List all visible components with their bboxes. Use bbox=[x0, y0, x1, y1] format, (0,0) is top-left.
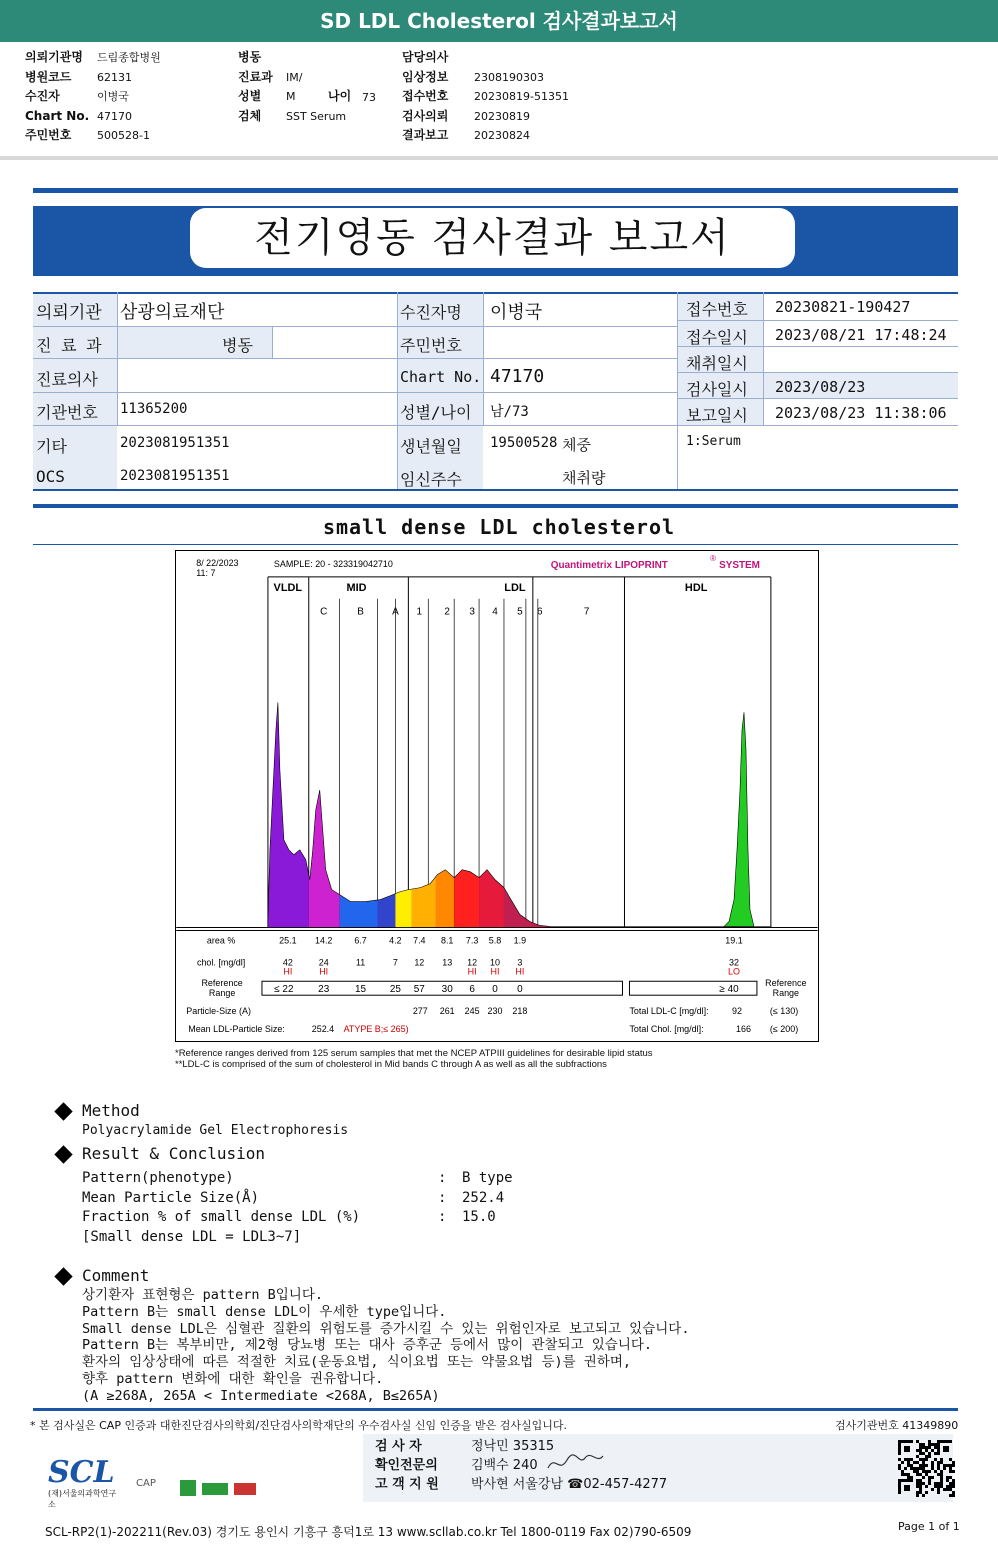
chart-ref-value: 0 bbox=[517, 984, 523, 996]
birth-label: 생년월일 bbox=[400, 437, 462, 456]
etc-value: 2023081951351 bbox=[120, 435, 230, 451]
header-key: 병동 bbox=[238, 50, 262, 64]
signature-name: 정낙민 35315 bbox=[471, 1439, 555, 1454]
coll-label: 채취일시 bbox=[686, 354, 748, 373]
chart-flag: HI bbox=[490, 966, 500, 977]
chart-psize-value: 230 bbox=[487, 1006, 503, 1017]
chart-flag: LO bbox=[728, 966, 741, 977]
chart-chol-value: 12 bbox=[414, 957, 425, 968]
signature-role: 고 객 지 원 bbox=[375, 1477, 439, 1492]
header-value: 2308190303 bbox=[474, 70, 544, 84]
logo-subtitle: (재)서울의과학연구소 bbox=[48, 1489, 117, 1509]
result-key: Pattern(phenotype) bbox=[82, 1170, 234, 1186]
result-value: 252.4 bbox=[462, 1189, 505, 1206]
header-value: 47170 bbox=[97, 109, 132, 123]
reference-note-1: *Reference ranges derived from 125 serum samples that met the NCEP ATPIII guidelines for desirable lipid status bbox=[175, 1048, 653, 1059]
chart-group-label: MID bbox=[346, 581, 367, 594]
certification-note: * 본 검사실은 CAP 인증과 대한진단검사의학회/진단검사의학재단의 우수검사실 신임 인증을 받은 검사실입니다. bbox=[30, 1419, 568, 1432]
chart-band-label: 6 bbox=[537, 606, 543, 618]
chart-band-area bbox=[268, 702, 771, 927]
chart-group-label: HDL bbox=[684, 581, 708, 594]
chart-group-label: LDL bbox=[504, 581, 526, 594]
chart-date: 8/ 22/2023 bbox=[196, 557, 239, 568]
chart-ref-value: 0 bbox=[492, 984, 498, 996]
institution-number: 검사기관번호 41349890 bbox=[835, 1419, 959, 1432]
header-row bbox=[402, 126, 569, 146]
chart-brand-tail: SYSTEM bbox=[719, 559, 760, 571]
chart-tldl-ref: (≤ 130) bbox=[769, 1006, 799, 1017]
logo-text: SCL bbox=[48, 1455, 115, 1490]
specimen-value: 1:Serum bbox=[686, 434, 741, 449]
header-value: M bbox=[286, 90, 296, 103]
chart-band-label: A bbox=[392, 606, 399, 618]
chart-band-area bbox=[268, 702, 771, 927]
result-row bbox=[82, 1169, 513, 1189]
header-value: IM/ bbox=[286, 70, 303, 84]
diamond-bullet-icon bbox=[54, 1145, 72, 1163]
chart-chol-value: 42 bbox=[282, 957, 293, 968]
chart-flag: HI bbox=[319, 966, 329, 977]
qr-code-icon bbox=[898, 1440, 956, 1498]
chart-mean-type: ATYPE B;≤ 265) bbox=[343, 1024, 409, 1035]
header-key: 병원코드 bbox=[25, 69, 72, 84]
chart-band-label: 2 bbox=[444, 606, 450, 618]
signature-name: 박사현 서울강남 ☎02-457-4277 bbox=[471, 1477, 668, 1492]
page-number: Page 1 of 1 bbox=[898, 1520, 960, 1533]
chart-no-value: 47170 bbox=[490, 366, 545, 387]
signature-row bbox=[375, 1456, 667, 1475]
method-heading: Method bbox=[82, 1101, 140, 1120]
test-label: 검사일시 bbox=[686, 380, 748, 399]
age-label: 나이 bbox=[328, 89, 352, 103]
result-value: B type bbox=[462, 1170, 513, 1186]
signature-row bbox=[375, 1475, 667, 1494]
chart-chol-value: 11 bbox=[355, 957, 366, 968]
chart-tchol-value: 166 bbox=[736, 1024, 751, 1035]
result-row bbox=[82, 1189, 513, 1209]
header-key: 검체 bbox=[238, 108, 262, 123]
chart-ref-label: Range bbox=[208, 988, 236, 999]
header-key: 의뢰기관명 bbox=[25, 50, 83, 64]
chart-sample: SAMPLE: 20 - 323319042710 bbox=[273, 558, 393, 569]
rep-value: 2023/08/23 11:38:06 bbox=[775, 404, 947, 422]
rrn-label: 주민번호 bbox=[400, 336, 462, 355]
cert-logos bbox=[180, 1480, 256, 1496]
chart-band-area bbox=[268, 702, 771, 927]
chart-group-label: VLDL bbox=[273, 581, 303, 594]
vol-label: 채취량 bbox=[562, 469, 606, 487]
section-title: small dense LDL cholesterol bbox=[322, 515, 676, 539]
header-row bbox=[25, 87, 161, 107]
ocs-label: OCS bbox=[36, 467, 65, 486]
recv-no-label: 접수번호 bbox=[686, 300, 748, 319]
comment-line: 상기환자 표현형은 pattern B입니다. bbox=[82, 1287, 323, 1303]
diamond-bullet-icon bbox=[54, 1102, 72, 1120]
chart-brand: Quantimetrix LIPOPRINT bbox=[550, 559, 668, 571]
chart-chol-value: 10 bbox=[490, 957, 500, 968]
chart-band-label: 1 bbox=[416, 606, 423, 618]
chart-ref-value: 23 bbox=[318, 984, 330, 996]
header-row bbox=[402, 87, 569, 107]
test-value: 2023/08/23 bbox=[775, 378, 866, 396]
chart-ref-label-right: Range bbox=[772, 988, 800, 999]
chart-band-label: 3 bbox=[469, 606, 475, 618]
chart-ref-value: 6 bbox=[469, 984, 475, 996]
header-row bbox=[25, 126, 161, 146]
recv-dt-value: 2023/08/21 17:48:24 bbox=[775, 326, 947, 344]
chart-tldl-label: Total LDL-C [mg/dl]: bbox=[629, 1006, 709, 1017]
chart-area-value: 19.1 bbox=[725, 935, 743, 946]
method-section bbox=[57, 1101, 348, 1138]
recv-no-value: 20230821-190427 bbox=[775, 298, 911, 316]
comment-line: (A ≥268A, 265A < Intermediate <268A, B≤265A) bbox=[82, 1387, 440, 1404]
result-key: Mean Particle Size(Å) bbox=[82, 1189, 260, 1206]
section-rule-bottom bbox=[33, 544, 958, 545]
header-row bbox=[402, 68, 569, 88]
inst-value: 삼광의료재단 bbox=[120, 302, 225, 323]
header-row bbox=[402, 107, 569, 127]
chart-brand-mark: ® bbox=[710, 553, 717, 563]
chart-chol-value: 13 bbox=[442, 957, 453, 968]
result-heading: Result & Conclusion bbox=[82, 1144, 266, 1163]
reference-note-2: **LDL-C is comprised of the sum of cholesterol in Mid bands C through A as well as all the subfractions bbox=[175, 1059, 607, 1070]
comment-line: 향후 pattern 변화에 대한 확인을 권유합니다. bbox=[82, 1370, 384, 1387]
chart-area-value: 7.4 bbox=[413, 935, 426, 946]
header-value: 20230824 bbox=[474, 129, 530, 142]
logo bbox=[48, 1455, 118, 1510]
header-col-3 bbox=[402, 48, 569, 146]
chart-area-value: 5.8 bbox=[488, 935, 502, 946]
comment-heading: Comment bbox=[82, 1266, 150, 1285]
chart-tldl-value: 92 bbox=[732, 1006, 743, 1017]
signature-icon bbox=[545, 1452, 605, 1474]
chart-band-label: 7 bbox=[583, 606, 590, 618]
result-colon: : bbox=[438, 1189, 447, 1206]
chart-mean-label: Mean LDL-Particle Size: bbox=[188, 1024, 285, 1035]
diamond-bullet-icon bbox=[54, 1267, 72, 1285]
chart-ref-value: 30 bbox=[441, 984, 453, 996]
chart-chol-value: 3 bbox=[517, 957, 523, 968]
chart-band-area bbox=[268, 702, 771, 927]
header-key: Chart No. bbox=[25, 108, 90, 123]
section-rule-top bbox=[33, 504, 958, 508]
report-header-title: SD LDL Cholesterol 검사결과보고서 bbox=[0, 0, 998, 42]
chart-chol-value: 12 bbox=[467, 957, 478, 968]
chart-area-value: 14.2 bbox=[314, 935, 333, 946]
chart-tchol-ref: (≤ 200) bbox=[769, 1024, 799, 1035]
chart-band-area bbox=[268, 702, 771, 927]
header-key: 검사의뢰 bbox=[402, 108, 449, 123]
chart-psize-value: 277 bbox=[412, 1006, 428, 1017]
report-title: 전기영동 검사결과 보고서 bbox=[190, 208, 795, 268]
chart-area-value: 6.7 bbox=[354, 935, 367, 946]
cert-icon-3 bbox=[234, 1483, 256, 1495]
cap-badge: CAP bbox=[136, 1478, 156, 1489]
chart-ref-label-right: Reference bbox=[765, 978, 807, 989]
chart-band-area bbox=[268, 702, 771, 927]
result-section bbox=[57, 1144, 513, 1247]
chart-band-area bbox=[268, 702, 771, 927]
inst-label: 의뢰기관 bbox=[36, 303, 102, 323]
result-colon: : bbox=[438, 1209, 447, 1225]
chart-area-value: 4.2 bbox=[389, 935, 402, 946]
header-key: 수진자 bbox=[25, 89, 60, 103]
chart-no-label: Chart No. bbox=[400, 368, 482, 386]
header-value: 500528-1 bbox=[97, 129, 150, 142]
header-key: 임상정보 bbox=[402, 69, 449, 84]
chart-chol-value: 7 bbox=[392, 957, 398, 968]
header-row bbox=[25, 68, 161, 88]
signature-row bbox=[375, 1437, 667, 1456]
header-value: 20230819-51351 bbox=[474, 90, 569, 103]
top-rule bbox=[33, 188, 958, 193]
chart-ref-value: 15 bbox=[355, 984, 367, 996]
cert-icon-2 bbox=[202, 1483, 228, 1495]
signature-rows bbox=[375, 1437, 667, 1494]
header-value: 20230819 bbox=[474, 109, 530, 123]
cert-icon-1 bbox=[180, 1480, 196, 1496]
chart-ref-hdl: ≥ 40 bbox=[719, 984, 739, 996]
signature-name: 김백수 240 bbox=[471, 1458, 538, 1473]
result-colon: : bbox=[438, 1170, 447, 1186]
chart-area-value: 25.1 bbox=[279, 935, 297, 946]
chart-chol-value: 32 bbox=[729, 957, 740, 968]
header-row bbox=[238, 48, 346, 68]
ocs-value: 2023081951351 bbox=[120, 468, 230, 484]
chart-band-area bbox=[268, 702, 771, 927]
chart-area-value: 1.9 bbox=[513, 935, 527, 946]
chart-flag: HI bbox=[515, 966, 525, 977]
header-info-box bbox=[0, 42, 998, 160]
chart-psize-label: Particle-Size (A) bbox=[186, 1006, 251, 1017]
header-value: SST Serum bbox=[286, 109, 347, 123]
etc-label: 기타 bbox=[36, 437, 67, 456]
chart-mean-value: 252.4 bbox=[311, 1024, 335, 1035]
chart-flag: HI bbox=[467, 966, 477, 977]
patient-label: 수진자명 bbox=[400, 303, 462, 322]
header-value: 드림종합병원 bbox=[97, 51, 161, 64]
recv-dt-label: 접수일시 bbox=[686, 328, 748, 347]
code-value: 11365200 bbox=[120, 401, 188, 417]
signature-role: 검 사 자 bbox=[375, 1439, 422, 1454]
chart-psize-value: 218 bbox=[512, 1006, 528, 1017]
footer-rule bbox=[33, 1408, 958, 1411]
signature-role: 확인전문의 bbox=[375, 1458, 438, 1473]
chart-ref-value: 57 bbox=[413, 984, 425, 996]
chart-band-area bbox=[268, 702, 771, 927]
result-row bbox=[82, 1208, 513, 1228]
header-key: 진료과 bbox=[238, 69, 273, 84]
chart-hdl-peak bbox=[724, 712, 754, 926]
header-key: 담당의사 bbox=[402, 50, 449, 64]
age-value: 73 bbox=[362, 91, 376, 104]
code-label: 기관번호 bbox=[36, 403, 98, 422]
header-row bbox=[25, 107, 161, 127]
header-row bbox=[238, 68, 346, 88]
header-key: 결과보고 bbox=[402, 128, 449, 142]
header-value: 이병국 bbox=[97, 90, 129, 103]
comment-line: Small dense LDL은 심혈관 질환의 위험도를 증가시킬 수 있는 위험인자로 보고되고 있습니다. bbox=[82, 1320, 690, 1337]
chart-chol-label: chol. [mg/dl] bbox=[196, 957, 246, 968]
result-key: Fraction % of small dense LDL (%) bbox=[82, 1209, 361, 1225]
header-row bbox=[402, 48, 569, 68]
header-col-1 bbox=[25, 48, 161, 146]
doctor-label: 진료의사 bbox=[36, 370, 98, 389]
chart-ref-label: Reference bbox=[201, 978, 243, 989]
header-key: 성별 bbox=[238, 89, 262, 103]
rep-label: 보고일시 bbox=[686, 406, 748, 425]
comment-section bbox=[57, 1266, 689, 1405]
comment-line: Pattern B는 small dense LDL이 우세한 type입니다. bbox=[82, 1303, 447, 1320]
chart-ref-value: ≤ 22 bbox=[274, 984, 294, 996]
chart-band-label: 4 bbox=[492, 606, 498, 618]
chart-profile-line bbox=[268, 702, 771, 927]
birth-value: 19500528 bbox=[490, 435, 558, 451]
chart-ref-value: 25 bbox=[389, 984, 401, 996]
header-value: 62131 bbox=[97, 70, 132, 84]
header-row bbox=[238, 107, 346, 127]
chart-time: 11: 7 bbox=[196, 567, 216, 578]
header-row bbox=[25, 48, 161, 68]
chart-band-label: C bbox=[320, 606, 328, 618]
sexage-label: 성별/나이 bbox=[400, 403, 472, 422]
header-key: 주민번호 bbox=[25, 128, 72, 142]
chart-flag: HI bbox=[283, 966, 293, 977]
comment-line: Pattern B는 복부비만, 제2형 당뇨병 또는 대사 증후군 등에서 많이 관찰되고 있습니다. bbox=[82, 1337, 653, 1354]
patient-value: 이병국 bbox=[490, 302, 543, 323]
header-key: 접수번호 bbox=[402, 89, 449, 103]
dept-value: 병동 bbox=[222, 336, 253, 355]
method-text: Polyacrylamide Gel Electrophoresis bbox=[82, 1123, 349, 1138]
chart-band-area bbox=[268, 702, 771, 927]
chart-chol-value: 24 bbox=[318, 957, 329, 968]
address-line: SCL-RP2(1)-202211(Rev.03) 경기도 용인시 기흥구 흥덕1로 13 www.scllab.co.kr Tel 1800-0119 Fax 02)790-6509 bbox=[45, 1525, 692, 1539]
chart-area-value: 8.1 bbox=[440, 935, 454, 946]
weight-label: 체중 bbox=[562, 436, 591, 454]
chart-area-value: 7.3 bbox=[465, 935, 479, 946]
result-value: 15.0 bbox=[462, 1209, 496, 1225]
sexage-value: 남/73 bbox=[490, 404, 529, 420]
chart-band-label: 5 bbox=[517, 606, 523, 618]
preg-label: 임신주수 bbox=[400, 470, 462, 489]
chart-psize-value: 245 bbox=[464, 1006, 480, 1017]
chart-area-label: area % bbox=[206, 935, 236, 946]
comment-line: 환자의 임상상태에 따른 적절한 치료(운동요법, 식이요법 또는 약물요법 등)를 권하며, bbox=[82, 1354, 632, 1371]
chart-band-label: B bbox=[357, 606, 364, 618]
chart-tchol-label: Total Chol. [mg/dl]: bbox=[629, 1024, 704, 1035]
lipoprint-chart bbox=[175, 550, 819, 1042]
chart-psize-value: 261 bbox=[439, 1006, 455, 1017]
dept-label: 진 료 과 bbox=[36, 336, 102, 355]
result-note: [Small dense LDL = LDL3~7] bbox=[82, 1228, 302, 1245]
